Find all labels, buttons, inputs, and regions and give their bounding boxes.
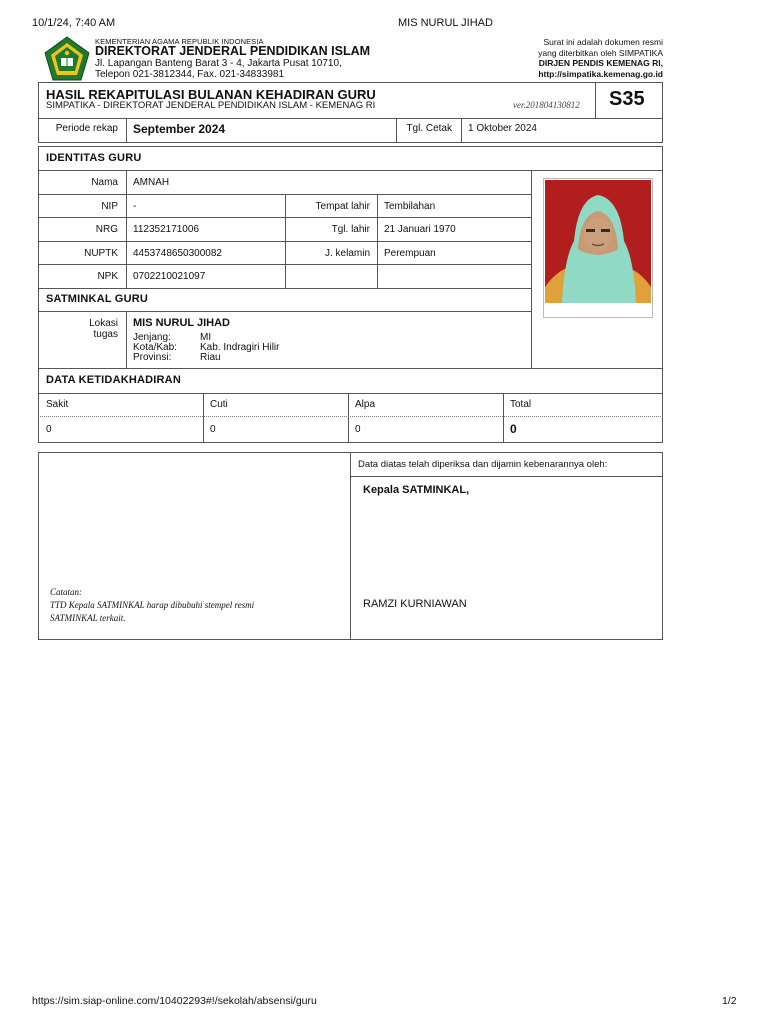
birthplace-label: Tempat lahir [315,201,370,212]
birthdate-label: Tgl. lahir [331,224,370,235]
nuptk-value: 4453748650300082 [133,248,222,259]
city-label: Kota/Kab: [133,342,177,353]
report-version: ver.201804130812 [513,100,580,110]
institution-address [95,58,342,80]
school-name: MIS NURUL JIHAD [133,317,230,329]
print-url: https://sim.siap-online.com/10402293#!/sekolah/absensi/guru [32,995,317,1007]
teacher-photo [543,178,653,318]
sick-value: 0 [46,424,52,435]
gender-label: J. kelamin [324,248,370,259]
address-line: Jl. Lapangan Banteng Barat 3 - 4, Jakarta Pusat 10710, [95,58,342,69]
directorate-name: DIREKTORAT JENDERAL PENDIDIKAN ISLAM [95,44,371,58]
nuptk-label: NUPTK [84,248,118,259]
notice-line-1: Surat ini adalah dokumen resmi [543,37,663,47]
signer-name: RAMZI KURNIAWAN [363,598,467,610]
nip-label: NIP [101,201,118,212]
print-date-label: Tgl. Cetak [406,123,452,134]
official-document-notice [503,37,663,79]
verified-statement: Data diatas telah diperiksa dan dijamin kebenarannya oleh: [358,459,608,470]
birthdate-value: 21 Januari 1970 [384,224,456,235]
nip-value: - [133,201,137,212]
notice-line-4: http://simpatika.kemenag.go.id [538,68,663,79]
province-label: Provinsi: [133,352,172,363]
gender-value: Perempuan [384,248,436,259]
absence-heading: DATA KETIDAKHADIRAN [46,374,181,386]
print-page-title: MIS NURUL JIHAD [398,17,493,29]
note-block [50,586,254,625]
total-label: Total [510,399,532,410]
location-label-line-1: Lokasi [89,318,118,329]
name-label: Nama [91,177,118,188]
note-line-2: SATMINKAL terkait. [50,613,126,623]
location-label-line-2: tugas [93,329,118,340]
nrg-value: 112352171006 [133,224,199,235]
ministry-name: KEMENTERIAN AGAMA REPUBLIK INDONESIA [95,37,264,46]
sick-label: Sakit [46,399,69,410]
report-code: S35 [609,88,645,110]
leave-label: Cuti [210,399,228,410]
leave-value: 0 [210,424,216,435]
npk-label: NPK [97,271,118,282]
province-value: Riau [200,352,221,363]
report-subtitle: SIMPATIKA - DIREKTORAT JENDERAL PENDIDIKAN ISLAM - KEMENAG RI [46,100,376,111]
note-line-1: TTD Kepala SATMINKAL harap dibubuhi stempel resmi [50,600,255,610]
absent-label: Alpa [355,399,376,410]
level-label: Jenjang: [133,332,171,343]
satminkal-heading: SATMINKAL GURU [46,293,148,305]
absent-value: 0 [355,424,361,435]
birthplace-value: Tembilahan [384,201,436,212]
notice-line-2: yang diterbitkan oleh SIMPATIKA [538,47,663,58]
kemenag-logo-icon [44,36,90,82]
nrg-label: NRG [95,224,118,235]
city-value: Kab. Indragiri Hilir [200,342,280,353]
phone-line: Telepon 021-3812344, Fax. 021-34833981 [95,69,285,80]
npk-value: 0702210021097 [133,271,206,282]
total-value: 0 [510,422,517,436]
notice-line-3: DIRJEN PENDIS KEMENAG RI, [538,58,663,69]
print-datetime: 10/1/24, 7:40 AM [32,17,116,29]
identity-heading: IDENTITAS GURU [46,152,142,164]
note-label: Catatan: [50,587,83,597]
print-page-number: 1/2 [722,995,737,1007]
signer-title: Kepala SATMINKAL, [363,484,470,496]
level-value: MI [200,332,212,343]
report-title: HASIL REKAPITULASI BULANAN KEHADIRAN GURU [46,87,376,102]
name-value: AMNAH [133,177,170,188]
period-label: Periode rekap [55,123,118,134]
period-value: September 2024 [133,122,226,136]
location-label [38,318,118,340]
print-date-value: 1 Oktober 2024 [468,123,537,134]
